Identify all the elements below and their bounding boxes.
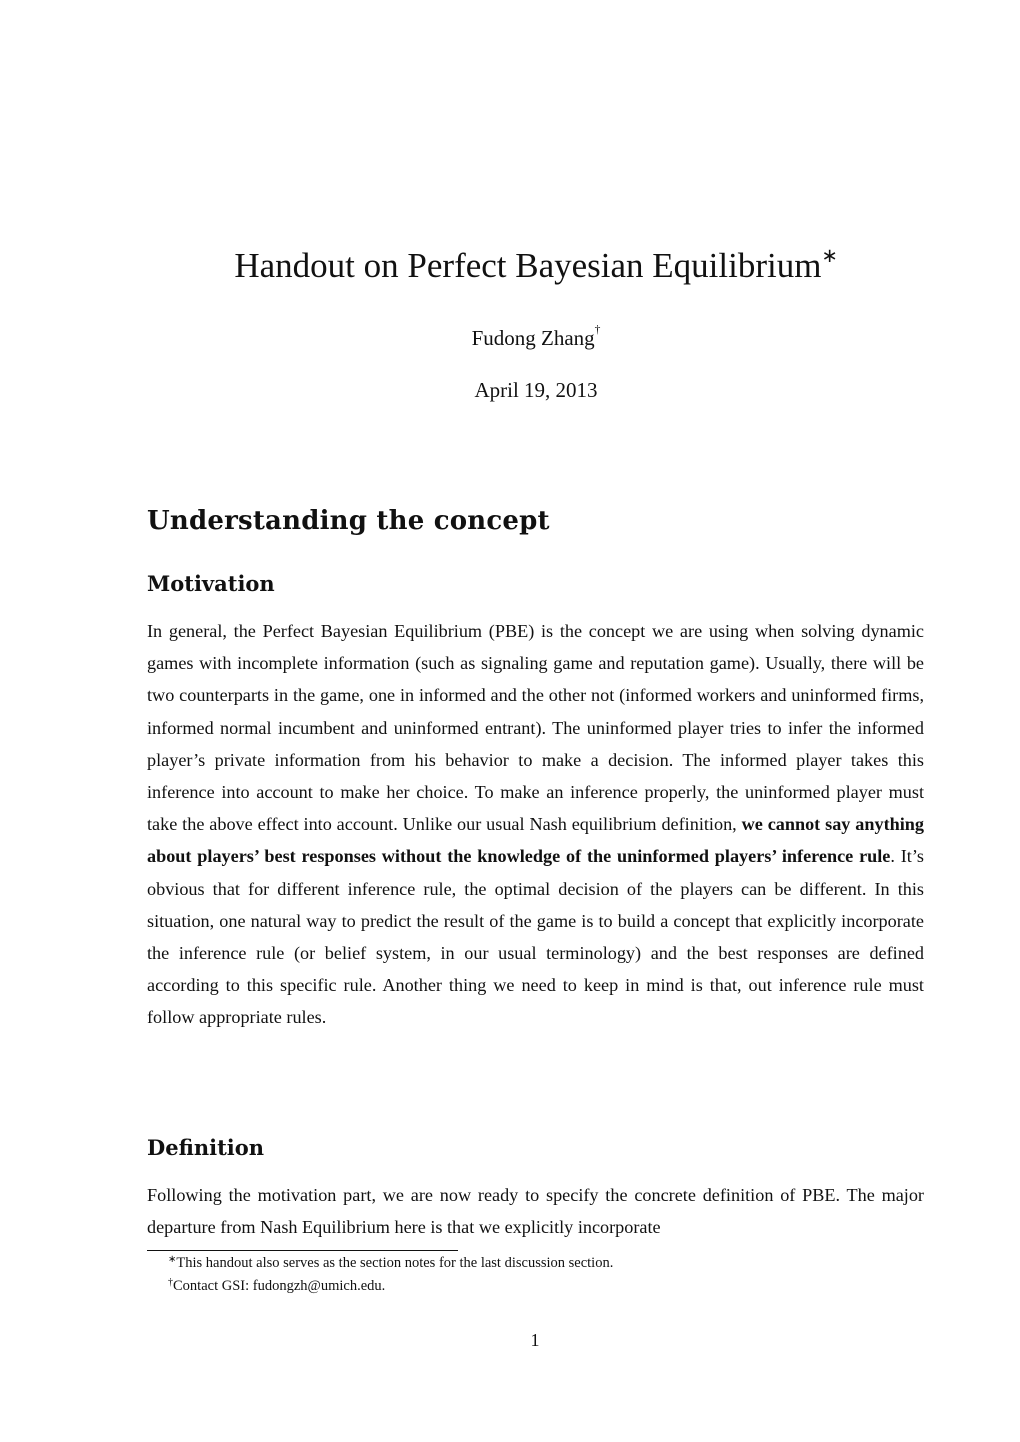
motivation-text-1: In general, the Perfect Bayesian Equilibrium (PBE) is the concept we are using when solving dynamic games with incomplete information (such as signaling game and reputation game). Usually, there will be two counterparts in the game, one in informed and the other not (informed workers and uninformed firms, informed normal incumbent and uninformed entrant). The uninformed player tries to infer the informed player’s private information from his behavior to make a decision. The informed player takes this inference into account to make her choice. To make an inference properly, the uninformed player must take the above effect into account. Unlike our usual Nash equilibrium definition,: [147, 621, 924, 835]
paper-title: [0, 246, 1020, 286]
footnote-2-text: Contact GSI: fudongzh@umich.edu.: [173, 1278, 386, 1294]
motivation-paragraph: [147, 615, 924, 1034]
date: April 19, 2013: [474, 378, 598, 402]
footnote-divider: [147, 1250, 458, 1251]
definition-heading: Definition: [147, 1135, 265, 1160]
title-text: Handout on Perfect Bayesian Equilibrium: [234, 246, 822, 285]
title-footnote-mark[interactable]: ∗: [821, 246, 838, 267]
footnote-2-mark: †: [168, 1277, 173, 1288]
motivation-text-2: . It’s obvious that for different inference rule, the optimal decision of the players can be different. In this situation, one natural way to predict the result of the game is to build a concept that explicitly incorporate the inference rule (or belief system, in our usual terminology) and the best responses are defined according to this specific rule. Another thing we need to keep in mind is that, out inference rule must follow appropriate rules.: [147, 846, 924, 1028]
page-number: 1: [530, 1330, 540, 1350]
author-footnote-mark[interactable]: †: [594, 324, 601, 336]
motivation-heading: Motivation: [147, 571, 275, 596]
author-name: Fudong Zhang: [471, 326, 595, 350]
definition-paragraph: Following the motivation part, we are now ready to specify the concrete definition of PBE. The major departure from Nash Equilibrium here is that we explicitly incorporate: [147, 1185, 924, 1238]
footnote-1-mark: ∗: [168, 1254, 177, 1265]
author: [0, 326, 1020, 351]
footnote-1: [168, 1255, 613, 1272]
section-heading: Understanding the concept: [147, 506, 550, 536]
motivation-bold-text: we cannot say anything about players’ best responses without the knowledge of the uninformed players’ inference rule: [147, 814, 925, 867]
footnote-1-text: This handout also serves as the section notes for the last discussion section.: [176, 1255, 614, 1271]
footnote-2: [168, 1278, 385, 1295]
